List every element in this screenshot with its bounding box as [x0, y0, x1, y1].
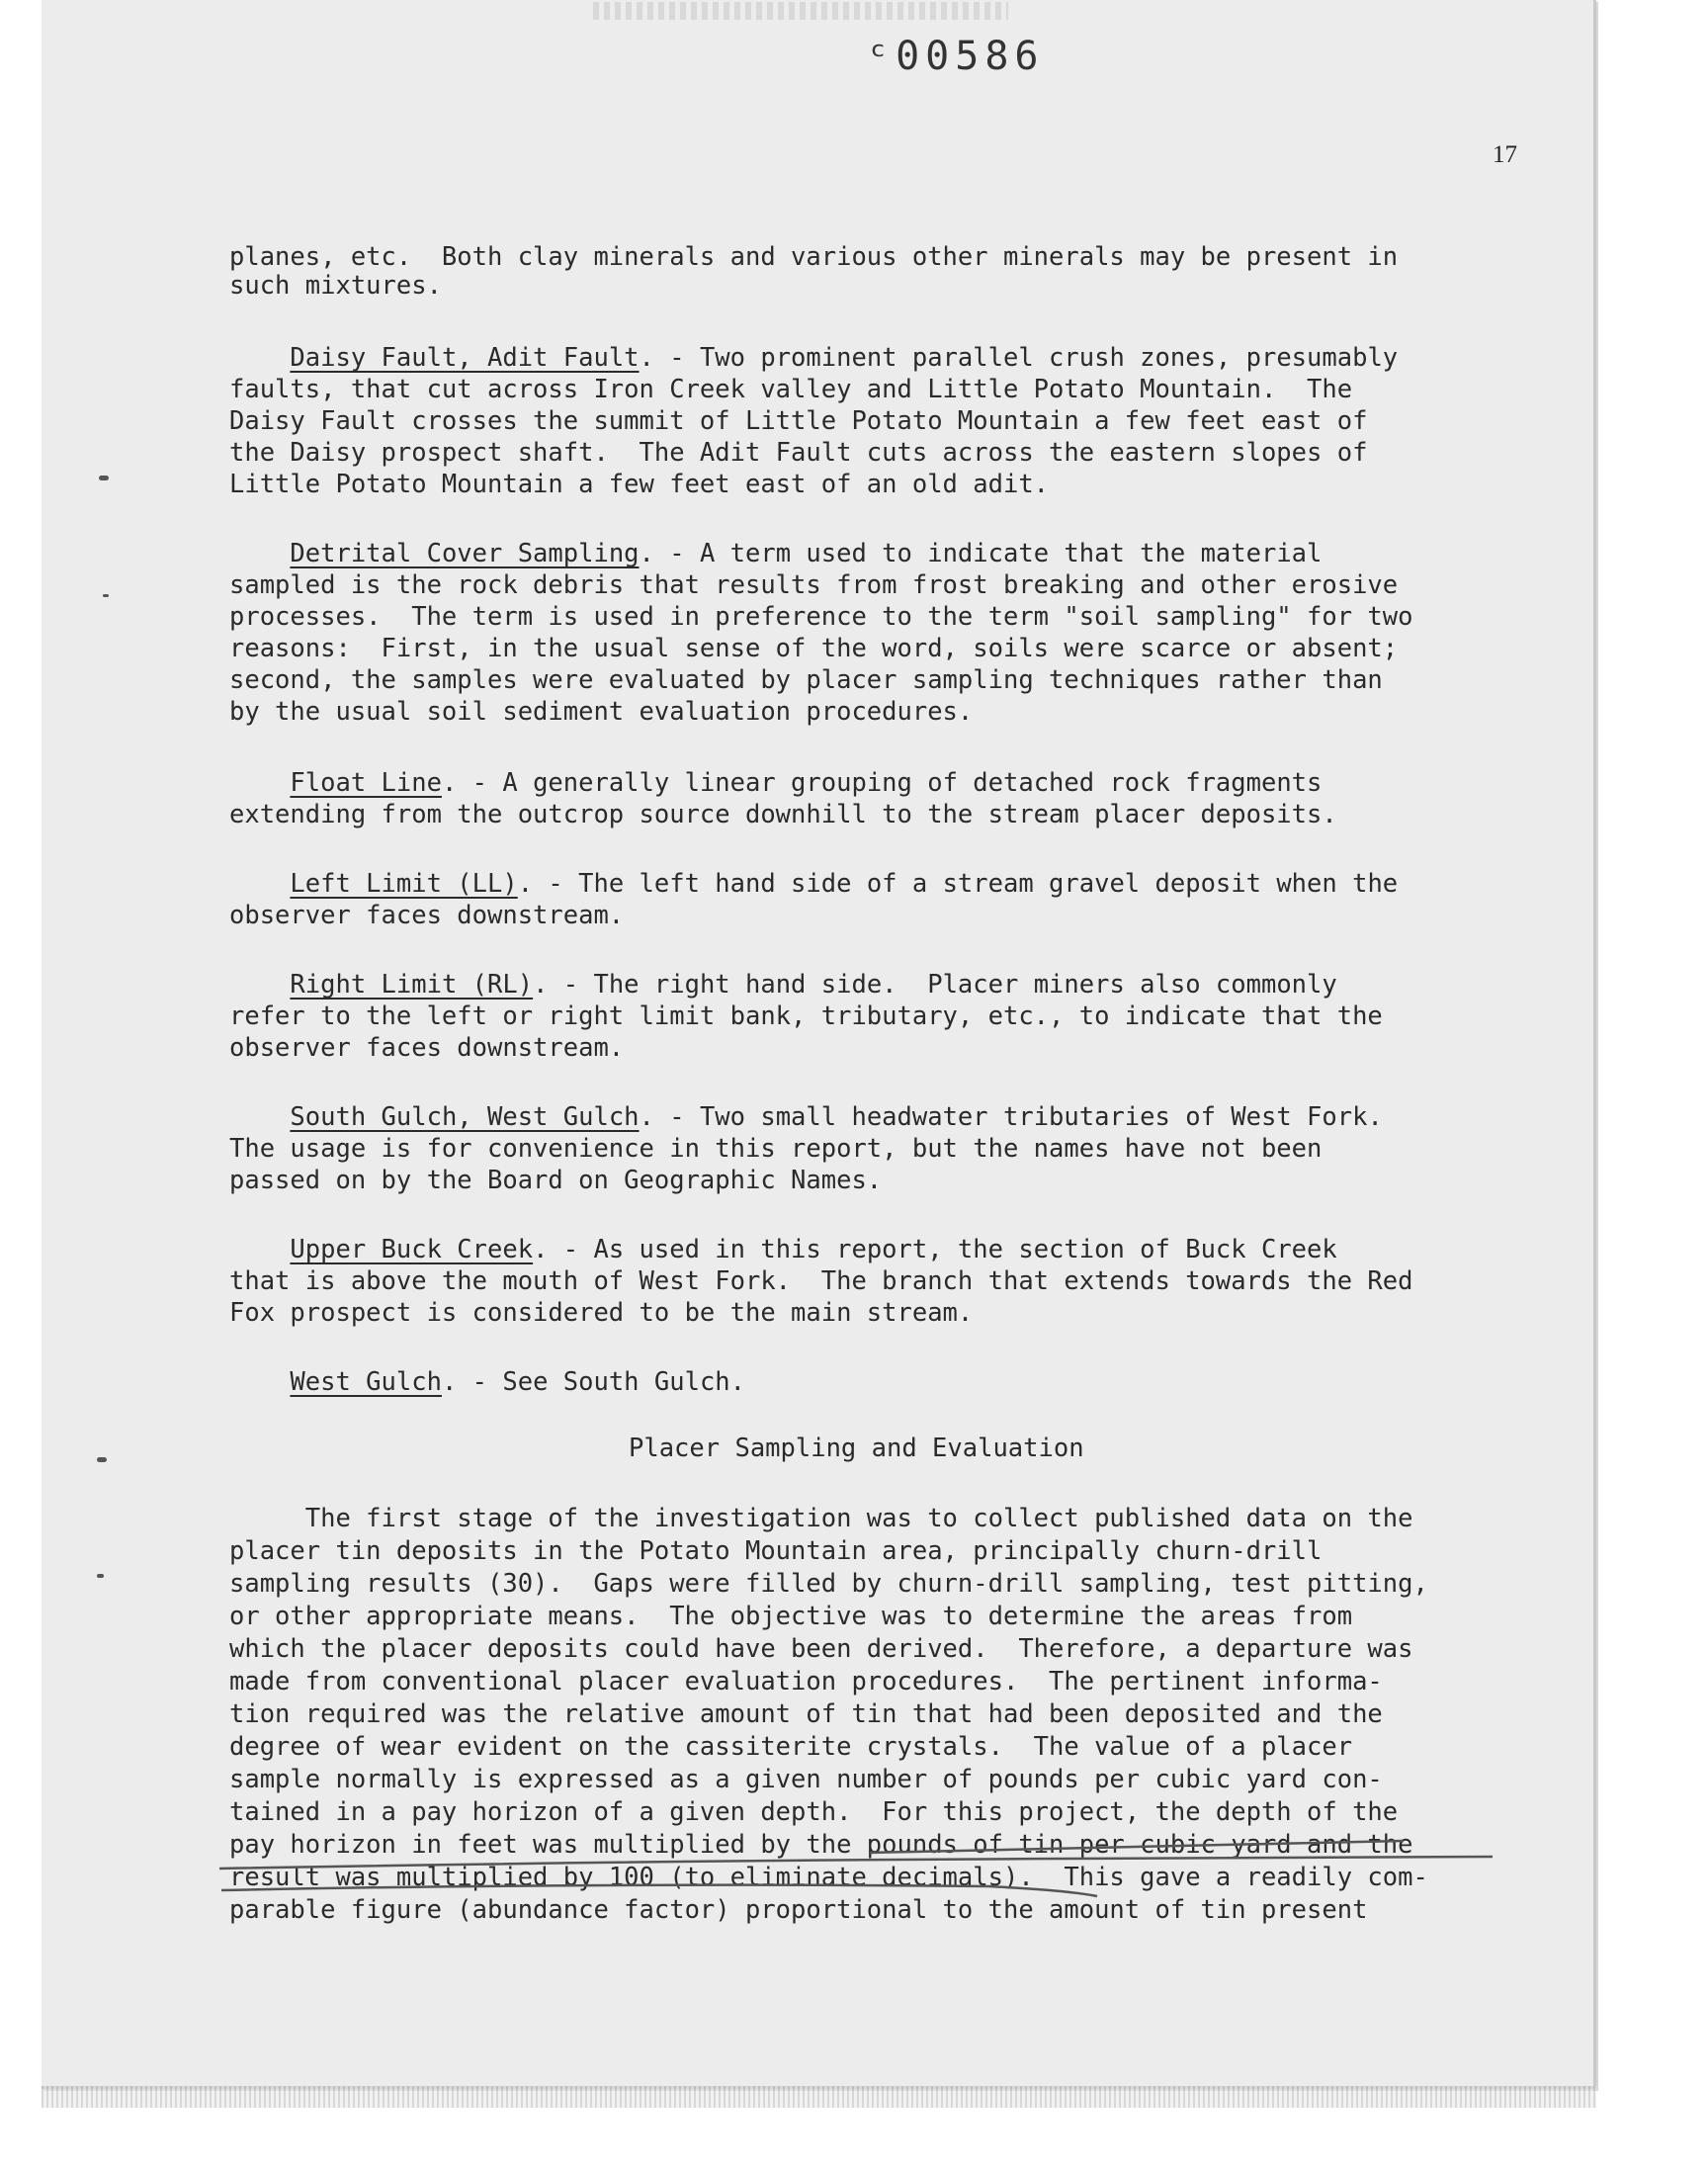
document-stamp-number: ᶜ00586: [866, 34, 1045, 79]
definition-line: extending from the outcrop source downhill to the stream placer deposits.: [229, 800, 1337, 829]
body-line: sample normally is expressed as a given number of pounds per cubic yard con-: [229, 1765, 1383, 1794]
definition-line: processes. The term is used in preference to the term "soil sampling" for two: [229, 602, 1413, 632]
definition-text: . - As used in this report, the section of Buck Creek: [533, 1235, 1337, 1264]
body-line: made from conventional placer evaluation procedures. The pertinent informa-: [229, 1667, 1383, 1696]
definition-term: Daisy Fault, Adit Fault: [290, 343, 640, 373]
definition-line: observer faces downstream.: [229, 901, 625, 930]
scan-edge: [42, 2086, 1596, 2108]
definition-text: . - Two small headwater tributaries of West Fork.: [639, 1102, 1383, 1132]
definition-text: . - Two prominent parallel crush zones, presumably: [639, 343, 1399, 373]
body-line: parable figure (abundance factor) proportional to the amount of tin present: [229, 1895, 1368, 1925]
definition-text: . - The left hand side of a stream gravel deposit when the: [517, 869, 1399, 899]
definition-line: sampled is the rock debris that results from frost breaking and other erosive: [229, 570, 1399, 600]
definition-term: Detrital Cover Sampling: [290, 539, 640, 568]
definition-text: . - A generally linear grouping of detached rock fragments: [441, 768, 1323, 798]
intro-line: such mixtures.: [229, 271, 442, 301]
page-number: 17: [1493, 141, 1517, 168]
margin-mark: [99, 476, 109, 480]
definition-line: observer faces downstream.: [229, 1033, 625, 1063]
body-line: The first stage of the investigation was to collect published data on the: [229, 1504, 1413, 1533]
body-line: tion required was the relative amount of tin that had been deposited and the: [229, 1699, 1383, 1729]
definition-line: Daisy Fault crosses the summit of Little Potato Mountain a few feet east of: [229, 406, 1368, 436]
definition-term: Upper Buck Creek: [290, 1235, 534, 1264]
definition-text: . - See South Gulch.: [441, 1367, 745, 1397]
definition-line: that is above the mouth of West Fork. The branch that extends towards the Red: [229, 1266, 1413, 1296]
definition-term: Right Limit (RL): [290, 970, 534, 1000]
margin-mark: [97, 1457, 107, 1462]
definition-term: Left Limit (LL): [290, 869, 518, 899]
body-line: tained in a pay horizon of a given depth. For this project, the depth of the: [229, 1797, 1399, 1827]
margin-mark: [97, 1574, 104, 1578]
body-line: or other appropriate means. The objective was to determine the areas from: [229, 1602, 1353, 1631]
definition-line: by the usual soil sediment evaluation procedures.: [229, 697, 974, 727]
definition-line: Little Potato Mountain a few feet east of an old adit.: [229, 470, 1050, 499]
body-line: pay horizon in feet was multiplied by the pounds of tin per cubic yard and the: [229, 1830, 1413, 1860]
definition-text: . - The right hand side. Placer miners also commonly: [533, 970, 1337, 1000]
intro-line: planes, etc. Both clay minerals and various other minerals may be present in: [229, 242, 1399, 272]
body-line: result was multiplied by 100 (to eliminate decimals). This gave a readily com-: [229, 1863, 1428, 1892]
definition-term: South Gulch, West Gulch: [290, 1102, 640, 1132]
definition-line: the Daisy prospect shaft. The Adit Fault cuts across the eastern slopes of: [229, 438, 1368, 468]
definition-line: reasons: First, in the usual sense of the word, soils were scarce or absent;: [229, 634, 1399, 663]
definition-line: Fox prospect is considered to be the main stream.: [229, 1298, 974, 1328]
definition-line: refer to the left or right limit bank, tributary, etc., to indicate that the: [229, 1001, 1383, 1031]
body-line: degree of wear evident on the cassiterite crystals. The value of a placer: [229, 1732, 1353, 1762]
definition-line: The usage is for convenience in this report, but the names have not been: [229, 1134, 1323, 1164]
definition-term: West Gulch: [290, 1367, 442, 1397]
definition-line: passed on by the Board on Geographic Names.: [229, 1166, 883, 1195]
section-heading: Placer Sampling and Evaluation: [629, 1434, 1084, 1463]
definition-line: faults, that cut across Iron Creek valley and Little Potato Mountain. The: [229, 375, 1353, 404]
body-line: sampling results (30). Gaps were filled by churn-drill sampling, test pitting,: [229, 1569, 1428, 1599]
body-line: placer tin deposits in the Potato Mountain area, principally churn-drill: [229, 1536, 1323, 1566]
margin-mark: [103, 594, 109, 597]
body-line: which the placer deposits could have been derived. Therefore, a departure was: [229, 1634, 1413, 1664]
definition-term: Float Line: [290, 768, 442, 798]
definition-line: second, the samples were evaluated by placer sampling techniques rather than: [229, 665, 1383, 695]
definition-text: . - A term used to indicate that the material: [639, 539, 1323, 568]
